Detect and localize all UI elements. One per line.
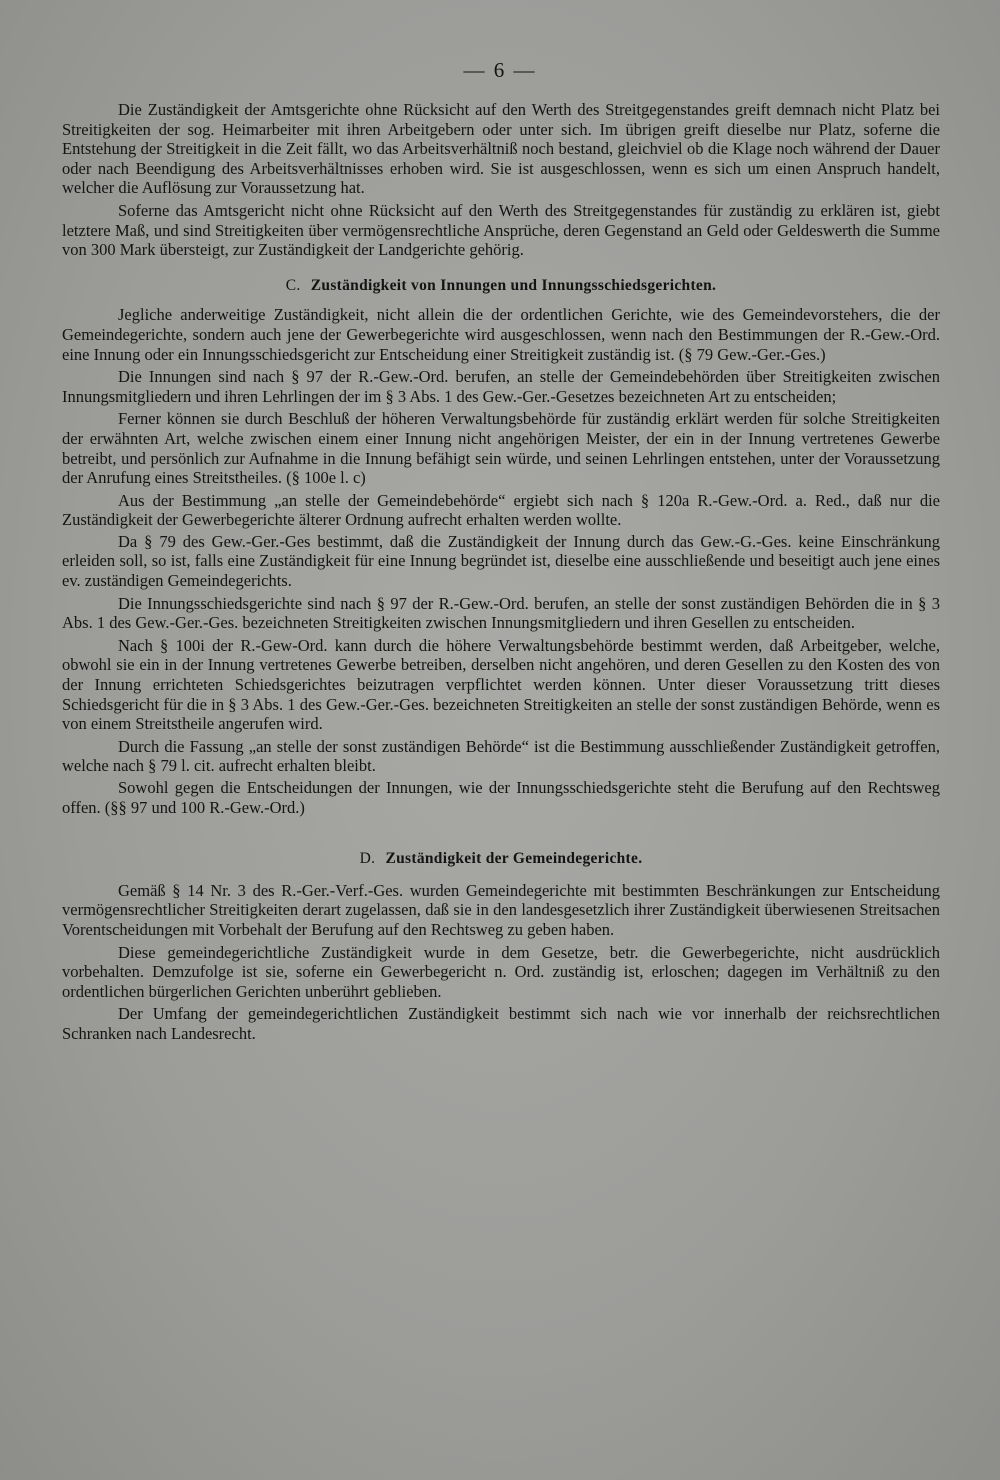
page-body [62,100,940,1047]
section-letter: D. [359,850,376,868]
paragraph: Die Innungen sind nach § 97 der R.-Gew.-Ord. berufen, an stelle der Gemeindebehörden über Streitigkeiten zwischen Innungsmitgliedern und ihren Lehrlingen der im § 3 Abs. 1 des Gew.-Ger.-Gesetzes bezeichneten Art zu entscheiden; [62,367,940,406]
section-letter: C. [285,276,301,294]
paragraph: Die Zuständigkeit der Amtsgerichte ohne Rücksicht auf den Werth des Streitgegenstandes greift demnach nicht Platz bei Streitigkeiten der sog. Heimarbeiter mit ihren Arbeitgebern oder unter sich. Im übrigen greift dieselbe nur Platz, soferne die Entstehung der Streitigkeit in die Zeit fällt, wo das Arbeitsverhältniß noch bestand, gleichviel ob die Klage noch während der Dauer oder nach Beendigung des Arbeitsverhältnisses erhoben wird. Sie ist ausgeschlossen, wenn es sich um einen Anspruch handelt, welcher die Auflösung zur Voraussetzung hat. [62,100,940,198]
section-heading-c [62,276,940,296]
page-number: — 6 — [463,58,537,82]
paragraph: Der Umfang der gemeindegerichtlichen Zuständigkeit bestimmt sich nach wie vor innerhalb der reichsrechtlichen Schranken nach Landesrecht. [62,1004,940,1043]
paragraph: Nach § 100i der R.-Gew-Ord. kann durch die höhere Verwaltungsbehörde bestimmt werden, daß Arbeitgeber, welche, obwohl sie ein in der Innung vertretenes Gewerbe betreiben, derselben nicht angehören, und deren Gesellen zu den Kosten des von der Innung errichteten Schiedsgerichtes beizutragen verpflichtet werden können. Unter dieser Voraussetzung tritt dieses Schiedsgericht für die in § 3 Abs. 1 des Gew.-Ger.-Ges. bezeichneten Streitigkeiten an stelle der sonst zuständigen Behörde, wenn es von einem Streitstheile angerufen wird. [62,635,940,734]
paragraph: Aus der Bestimmung „an stelle der Gemeindebehörde“ ergiebt sich nach § 120a R.-Gew.-Ord. a. Red., daß nur die Zuständigkeit der Gewerbegerichte älterer Ordnung aufrecht erhalten werden wollte. [62,490,940,530]
paragraph: Ferner können sie durch Beschluß der höheren Verwaltungsbehörde für zuständig erklärt werden für solche Streitigkeiten der erwähnten Art, welche zwischen einem einer Innung nicht angehörigen Meister, der ein in der Innung vertretenes Gewerbe betreibt, und persönlich zur Aufnahme in die Innung befähigt sein würde, und seinen Lehrlingen entstehen, unter der Voraussetzung der Anrufung eines Streitstheiles. (§ 100e l. c) [62,409,940,488]
paragraph: Sowohl gegen die Entscheidungen der Innungen, wie der Innungsschiedsgerichte steht die Berufung auf den Rechtsweg offen. (§§ 97 und 100 R.-Gew.-Ord.) [62,778,940,817]
paragraph: Da § 79 des Gew.-Ger.-Ges bestimmt, daß die Zuständigkeit der Innung durch das Gew.-G.-Ges. keine Einschränkung erleiden soll, so ist, falls eine Zuständigkeit für eine Innung begründet ist, dieselbe eine ausschließende und beseitigt auch jene eines ev. zuständigen Gemeindegerichts. [62,531,940,591]
section-heading-d [62,849,940,869]
paragraph: Die Innungsschiedsgerichte sind nach § 97 der R.-Gew.-Ord. berufen, an stelle der sonst zuständigen Behörden die in § 3 Abs. 1 des Gew.-Ger.-Ges. bezeichneten Streitigkeiten zwischen Innungsmitgliedern und ihren Gesellen zu entscheiden. [62,593,940,633]
paragraph: Soferne das Amtsgericht nicht ohne Rücksicht auf den Werth des Streitgegenstandes für zuständig zu erklären ist, giebt letztere Maß, und sind Streitigkeiten über vermögensrechtliche Ansprüche, deren Gegenstand an Geld oder Geldeswerth die Summe von 300 Mark übersteigt, zur Zuständigkeit der Landgerichte gehörig. [62,200,940,260]
paragraph: Gemäß § 14 Nr. 3 des R.-Ger.-Verf.-Ges. wurden Gemeindegerichte mit bestimmten Beschränkungen zur Entscheidung vermögensrechtlicher Streitigkeiten derart zugelassen, daß sie in den landesgesetzlich ihrer Zuständigkeit überwiesenen Streitsachen Vorentscheidungen mit Vorbehalt der Berufung auf den Rechtsweg zu geben haben. [62,880,940,939]
paragraph: Diese gemeindegerichtliche Zuständigkeit wurde in dem Gesetze, betr. die Gewerbegerichte, nicht ausdrücklich vorbehalten. Demzufolge ist sie, soferne ein Gewerbegericht n. Ord. zuständig ist, erloschen; dagegen im Verhältniß zu den ordentlichen bürgerlichen Gerichten unberührt geblieben. [62,942,940,1001]
paragraph: Durch die Fassung „an stelle der sonst zuständigen Behörde“ ist die Bestimmung ausschließender Zuständigkeit getroffen, welche nach § 79 l. cit. aufrecht erhalten bleibt. [62,736,940,776]
paragraph: Jegliche anderweitige Zuständigkeit, nicht allein die der ordentlichen Gerichte, wie des Gemeindevorstehers, die der Gemeindegerichte, sondern auch jene der Gewerbegerichte wird ausgeschlossen, wenn nach den Bestimmungen der R.-Gew.-Ord. eine Innung oder ein Innungsschiedsgericht zur Entscheidung einer Streitigkeit zuständig ist. (§ 79 Gew.-Ger.-Ges.) [62,305,940,364]
section-title: Zuständigkeit der Gemeindegerichte. [385,850,643,868]
section-title: Zuständigkeit von Innungen und Innungsschiedsgerichten. [310,276,717,294]
